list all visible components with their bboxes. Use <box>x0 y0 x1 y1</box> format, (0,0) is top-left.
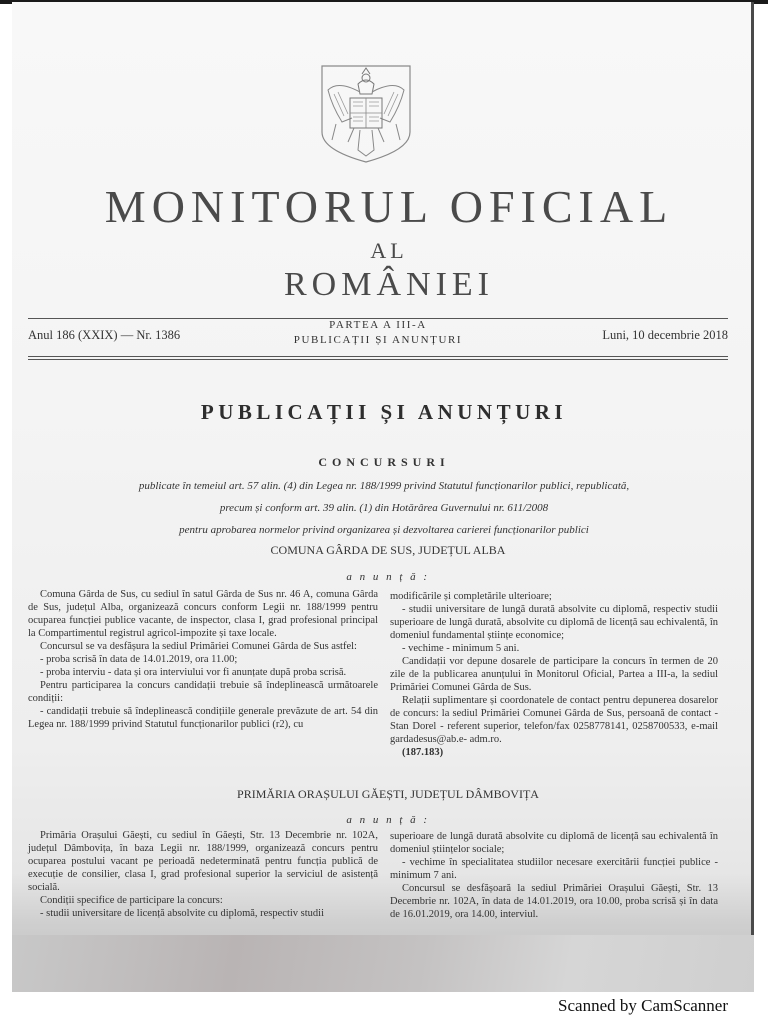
paragraph: - candidații trebuie să îndeplinească condițiile generale prevăzute de art. 54 din Legea nr. 188/1999 privind Statutul funcționarilor publici (r2), cu <box>28 706 378 730</box>
section-category: CONCURSURI <box>318 455 450 469</box>
announcement-right-column <box>390 590 718 759</box>
paragraph: - studii universitare de licență absolvite cu diplomă, respectiv studii <box>40 908 325 919</box>
paragraph: - vechime în specialitatea studiilor necesare exercitării funcției publice - minimum 7 ani. <box>390 857 718 881</box>
romanian-coat-of-arms-icon <box>318 62 414 164</box>
paragraph: Candidații vor depune dosarele de participare la concurs în termen de 20 zile de la publicarea anunțului în Monitorul Oficial, Partea a III-a, la sediul Primăriei Comunei Gârda de Sus. <box>390 656 718 693</box>
divider <box>28 359 728 360</box>
announcement-label: a n u n ț ă : <box>346 814 430 826</box>
legal-basis-line: publicate în temeiul art. 57 alin. (4) din Legea nr. 188/1999 privind Statutul funcționarilor publici, republicată, <box>138 480 630 492</box>
masthead-title: MONITORUL OFICIAL <box>104 181 674 232</box>
scan-shadow <box>12 935 754 992</box>
paragraph: Concursul se desfășoară la sediul Primăriei Orașului Găești, Str. 13 Decembrie nr. 102A, în data de 14.01.2019, ora 10.00, proba scrisă și în data de 16.01.2019, ora 14.00, interviul. <box>390 883 718 920</box>
announcement-organization: PRIMĂRIA ORAȘULUI GĂEȘTI, JUDEȚUL DÂMBOVIȚA <box>237 787 539 801</box>
paragraph: Relații suplimentare și coordonatele de contact pentru depunerea dosarelor de concurs: la sediul Primăriei Comunei Gârda de Sus, persoană de contact - Stan Dorel - referent superior, telefon/fax 0258778141, 0258700533, e-mail gardadesus@ab.e- adm.ro. <box>390 695 718 745</box>
announcement-label: a n u n ț ă : <box>346 571 430 583</box>
legal-basis-line: precum și conform art. 39 alin. (1) din Hotărârea Guvernului nr. 611/2008 <box>219 502 549 514</box>
legal-basis-line: pentru aprobarea normelor privind organizarea și dezvoltarea carierei funcționarilor publici <box>179 524 589 536</box>
announcement-left-column <box>28 829 378 920</box>
masthead-country: ROMÂNIEI <box>284 266 494 303</box>
paragraph: Comuna Gârda de Sus, cu sediul în satul Gârda de Sus nr. 46 A, comuna Gârda de Sus, județul Alba, organizează concurs conform Legii nr. 188/1999 pentru ocuparea funcției publice vacante, de inspector, clasa I, grad profesional principal la Compartimentul registrul agricol-impozite și taxe locale. <box>28 589 378 639</box>
paragraph: Condiții specifice de participare la concurs: <box>40 895 223 906</box>
paragraph: modificările și completările ulterioare; <box>390 591 552 602</box>
paragraph: Concursul se va desfășura la sediul Primăriei Comunei Gârda de Sus astfel: <box>40 641 357 652</box>
paragraph: - proba interviu - data și ora interviului vor fi anunțate după proba scrisă. <box>40 667 347 678</box>
paragraph: - studii universitare de lungă durată absolvite cu diplomă, respectiv studii superioare de lungă durată, absolvite cu diplomă de licență sau echivalentă, în domeniul fundamental științe economice; <box>390 604 718 641</box>
part-subtitle: PUBLICAȚII ȘI ANUNȚURI <box>293 334 463 346</box>
masthead-al: AL <box>370 238 408 263</box>
announcement-right-column <box>390 830 718 921</box>
divider <box>28 356 728 357</box>
part-label: PARTEA A III-A <box>329 319 427 331</box>
issue-number: Anul 186 (XXIX) — Nr. 1386 <box>28 328 181 342</box>
issue-date: Luni, 10 decembrie 2018 <box>602 328 728 342</box>
paragraph: - vechime - minimum 5 ani. <box>402 643 520 654</box>
scanner-watermark: Scanned by CamScanner <box>558 996 728 1015</box>
paragraph: Pentru participarea la concurs candidații trebuie să îndeplinească următoarele condiții: <box>28 680 378 704</box>
reference-number: (187.183) <box>402 747 444 758</box>
announcement-left-column <box>28 588 378 731</box>
paragraph: - proba scrisă în data de 14.01.2019, ora 11.00; <box>40 654 238 665</box>
issue-info <box>28 318 728 354</box>
section-title: PUBLICAȚII ȘI ANUNȚURI <box>200 400 568 424</box>
announcement-organization: COMUNA GÂRDA DE SUS, JUDEȚUL ALBA <box>270 543 506 557</box>
paragraph: superioare de lungă durată absolvite cu diplomă de licență sau echivalentă în domeniul științelor sociale; <box>390 831 718 855</box>
paragraph: Primăria Orașului Găești, cu sediul în Găești, Str. 13 Decembrie nr. 102A, județul Dâmbovița, în baza Legii nr. 188/1999, organizează concurs pentru ocuparea postului vacant pe perioadă nedeterminată pentru funcția publică de execuție de consilier, clasa I, grad profesional superior la serviciul de asistență socială. <box>28 830 378 893</box>
